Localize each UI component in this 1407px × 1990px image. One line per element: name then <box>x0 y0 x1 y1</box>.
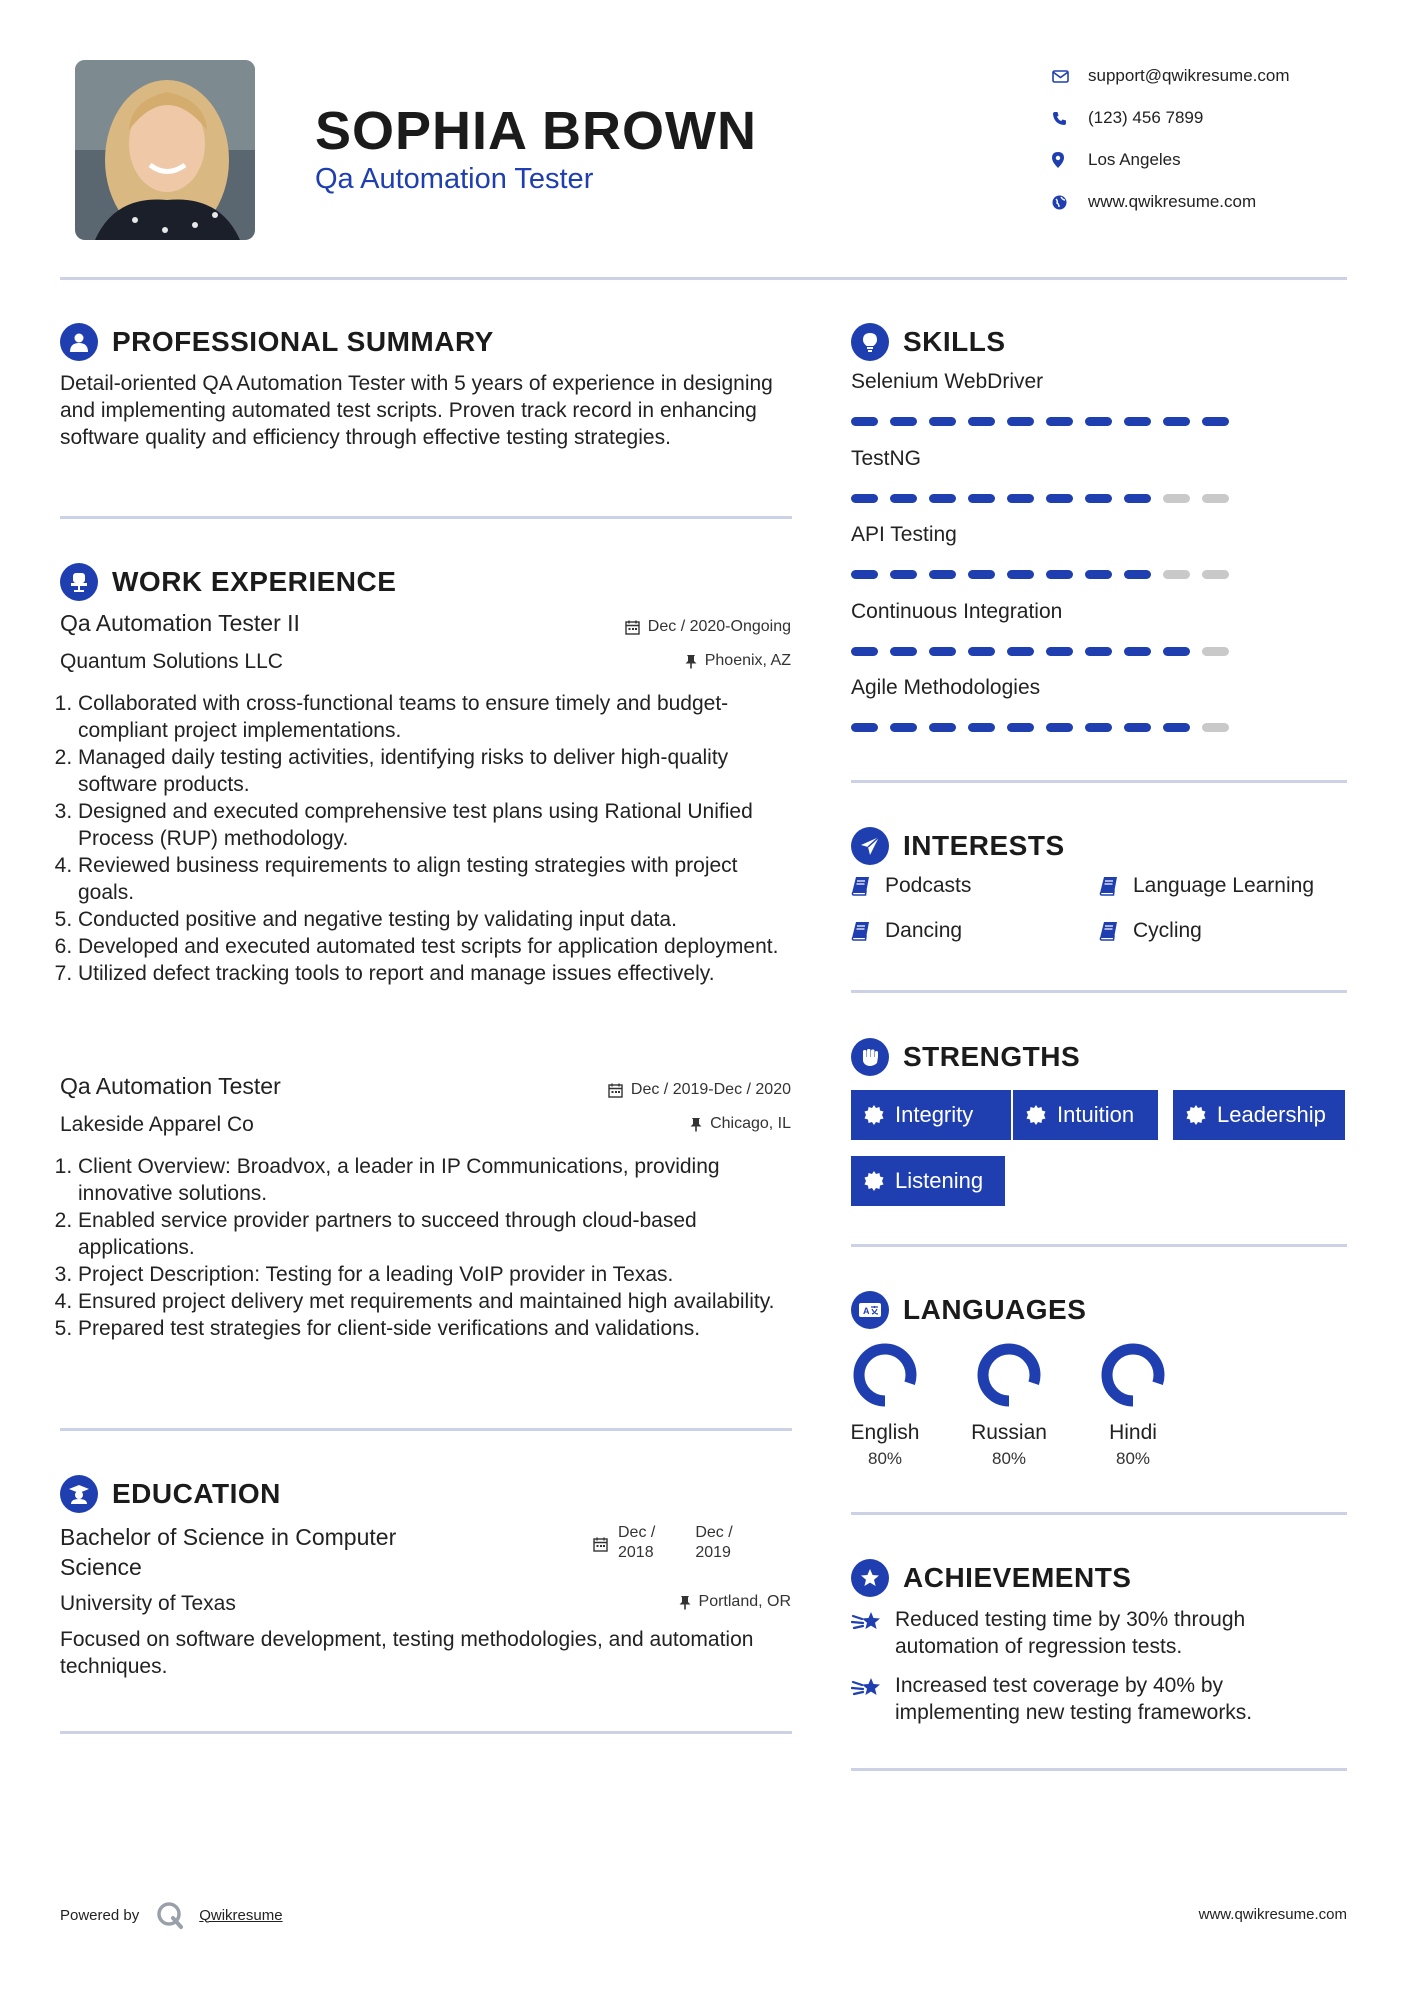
badge-star-icon <box>863 1104 885 1126</box>
strength-label: Listening <box>895 1168 984 1193</box>
education-end-year: 2019 <box>695 1544 731 1561</box>
profile-photo <box>75 60 255 240</box>
education-start-year: 2018 <box>618 1544 654 1561</box>
skill-dot-filled <box>1085 647 1112 656</box>
shooting-star-icon <box>851 1608 883 1634</box>
calendar-icon <box>608 1083 623 1098</box>
skill-dot-filled <box>851 417 878 426</box>
skill-dot-empty <box>1202 494 1229 503</box>
education-location <box>560 1593 791 1611</box>
lightbulb-icon <box>851 323 889 361</box>
skill-dot-filled <box>1007 570 1034 579</box>
achievement-item <box>851 1672 1331 1726</box>
skill-dot-filled <box>1007 723 1034 732</box>
skill-dot-filled <box>929 647 956 656</box>
contact-location <box>1050 139 1290 181</box>
summary-title: PROFESSIONAL SUMMARY <box>112 326 494 357</box>
skill-dot-filled <box>1007 417 1034 426</box>
job-1-company: Quantum Solutions LLC <box>60 650 283 673</box>
achievements-heading <box>851 1559 1131 1597</box>
skill-dot-filled <box>968 494 995 503</box>
list-item: 7. Utilized defect tracking tools to report and manage issues effectively. <box>78 960 795 987</box>
location-pin-icon <box>1050 152 1088 168</box>
language-item <box>845 1340 925 1469</box>
strength-tag <box>851 1090 1011 1140</box>
job-1-position: Qa Automation Tester II <box>60 610 300 636</box>
interest-item <box>851 919 962 943</box>
interest-label: Podcasts <box>885 874 972 897</box>
interest-label: Dancing <box>885 919 963 942</box>
book-icon <box>851 921 871 941</box>
language-percent: 80% <box>867 1449 903 1468</box>
contact-location-text: Los Angeles <box>1088 150 1181 169</box>
language-progress-arc <box>859 1349 911 1401</box>
skill-dot-filled <box>968 723 995 732</box>
skill-dot-filled <box>929 723 956 732</box>
list-item: 2. Managed daily testing activities, identifying risks to deliver high-quality software products. <box>78 744 795 798</box>
job-2-location-text: Chicago, IL <box>710 1115 791 1132</box>
education-degree <box>60 1522 396 1582</box>
contact-list <box>1050 55 1290 223</box>
work-title: WORK EXPERIENCE <box>112 566 397 597</box>
job-2-date <box>540 1081 791 1099</box>
education-heading <box>60 1475 281 1513</box>
language-name: English <box>850 1421 920 1444</box>
skill-dot-filled <box>1085 570 1112 579</box>
summary-divider <box>60 516 792 519</box>
interests-heading <box>851 827 1065 865</box>
skill-dot-filled <box>1163 723 1190 732</box>
globe-icon <box>1050 195 1088 210</box>
skill-level-meter <box>851 417 1241 426</box>
skills-divider <box>851 780 1347 783</box>
contact-email-text: support@qwikresume.com <box>1088 66 1290 85</box>
contact-phone-text: (123) 456 7899 <box>1088 108 1204 127</box>
list-item: 6. Developed and executed automated test scripts for application deployment. <box>78 933 795 960</box>
skills-title: SKILLS <box>903 326 1006 357</box>
list-item: 1. Client Overview: Broadvox, a leader in IP Communications, providing innovative solutions. <box>78 1153 810 1207</box>
education-divider <box>60 1731 792 1734</box>
strengths-divider <box>851 1244 1347 1247</box>
contact-website-text: www.qwikresume.com <box>1088 192 1257 211</box>
skill-dot-filled <box>1163 647 1190 656</box>
list-item: 3. Project Description: Testing for a leading VoIP provider in Texas. <box>78 1261 810 1288</box>
badge-star-icon <box>863 1170 885 1192</box>
achievements-title: ACHIEVEMENTS <box>903 1562 1132 1593</box>
interest-item <box>1099 874 1314 898</box>
skill-dot-filled <box>1202 417 1229 426</box>
strengths-heading <box>851 1038 1080 1076</box>
skill-dot-filled <box>1124 417 1151 426</box>
achievement-line: automation of regression tests. <box>895 1635 1183 1658</box>
skill-dot-empty <box>1202 647 1229 656</box>
strength-tag <box>851 1156 1005 1206</box>
skill-dot-filled <box>890 647 917 656</box>
footer-powered-by <box>60 1900 283 1930</box>
job-2-responsibilities <box>60 1153 810 1342</box>
interest-item <box>851 874 971 898</box>
education-location-text: Portland, OR <box>698 1593 791 1610</box>
book-icon <box>851 876 871 896</box>
summary-heading <box>60 323 494 361</box>
pushpin-icon <box>685 654 697 669</box>
achievement-item <box>851 1606 1331 1660</box>
language-progress-arc <box>983 1349 1035 1401</box>
user-icon <box>60 323 98 361</box>
job-2-date-text: Dec / 2019-Dec / 2020 <box>630 1081 791 1098</box>
skill-dot-filled <box>851 723 878 732</box>
job-1-location <box>560 652 791 670</box>
list-item: 4. Ensured project delivery met requirements and maintained high availability. <box>78 1288 810 1315</box>
candidate-role: Qa Automation Tester <box>315 163 594 195</box>
skill-dot-filled <box>851 647 878 656</box>
skill-dot-filled <box>890 570 917 579</box>
badge-star-icon <box>1025 1104 1047 1126</box>
interests-title: INTERESTS <box>903 830 1065 861</box>
education-degree-line2: Science <box>60 1554 142 1580</box>
language-progress-arc <box>1107 1349 1159 1401</box>
skill-dot-empty <box>1163 570 1190 579</box>
skill-dot-filled <box>1007 647 1034 656</box>
skill-level-meter <box>851 494 1241 503</box>
calendar-icon <box>593 1537 608 1552</box>
footer-url[interactable]: www.qwikresume.com <box>1198 1906 1347 1923</box>
language-progress-ring <box>1098 1340 1168 1410</box>
achievement-line: Increased test coverage by 40% by <box>895 1674 1224 1697</box>
skill-label: Selenium WebDriver <box>851 370 1044 393</box>
skill-dot-filled <box>968 647 995 656</box>
job-2-position: Qa Automation Tester <box>60 1073 281 1099</box>
languages-divider <box>851 1512 1347 1515</box>
fist-icon <box>851 1038 889 1076</box>
skill-label: API Testing <box>851 523 957 546</box>
skill-dot-empty <box>1163 494 1190 503</box>
skill-dot-filled <box>1124 494 1151 503</box>
contact-phone[interactable] <box>1050 97 1290 139</box>
skill-dot-empty <box>1202 570 1229 579</box>
skill-dot-filled <box>890 417 917 426</box>
education-title: EDUCATION <box>112 1478 281 1509</box>
list-item: 5. Conducted positive and negative testing by validating input data. <box>78 906 795 933</box>
work-heading <box>60 563 396 601</box>
language-progress-ring <box>974 1340 1044 1410</box>
skill-level-meter <box>851 723 1241 732</box>
graduate-icon <box>60 1475 98 1513</box>
language-percent: 80% <box>1115 1449 1151 1468</box>
interest-label: Cycling <box>1133 919 1202 942</box>
languages-title: LANGUAGES <box>903 1294 1087 1325</box>
badge-star-icon <box>1185 1104 1207 1126</box>
skill-dot-filled <box>1046 647 1073 656</box>
language-card-icon <box>851 1291 889 1329</box>
contact-website[interactable] <box>1050 181 1290 223</box>
contact-email[interactable] <box>1050 55 1290 97</box>
language-percent: 80% <box>991 1449 1027 1468</box>
skill-dot-filled <box>1124 570 1151 579</box>
list-item: 3. Designed and executed comprehensive test plans using Rational Unified Process (RUP) methodology. <box>78 798 795 852</box>
phone-icon <box>1050 111 1088 126</box>
skill-dot-filled <box>851 494 878 503</box>
skill-dot-filled <box>1046 570 1073 579</box>
skill-dot-filled <box>1046 494 1073 503</box>
skill-dot-filled <box>1163 417 1190 426</box>
strengths-title: STRENGTHS <box>903 1041 1081 1072</box>
language-progress-ring <box>850 1340 920 1410</box>
strength-label: Intuition <box>1057 1102 1135 1127</box>
education-degree-line1: Bachelor of Science in Computer <box>60 1524 397 1550</box>
skill-dot-filled <box>968 570 995 579</box>
education-school: University of Texas <box>60 1592 236 1615</box>
award-star-icon <box>851 1559 889 1597</box>
interests-divider <box>851 990 1347 993</box>
footer-brand-link[interactable]: Qwikresume <box>199 1906 283 1924</box>
job-1-responsibilities <box>60 690 795 987</box>
list-item: 2. Enabled service provider partners to succeed through cloud-based applications. <box>78 1207 810 1261</box>
job-2-location <box>560 1115 791 1133</box>
skill-dot-filled <box>1085 417 1112 426</box>
interest-item <box>1099 919 1202 943</box>
skill-label: Continuous Integration <box>851 599 1063 623</box>
briefcase-chair-icon <box>60 563 98 601</box>
footer-powered-label: Powered by <box>60 1906 140 1924</box>
education-dates <box>593 1523 733 1563</box>
language-name: Russian <box>971 1421 1047 1444</box>
language-name: Hindi <box>1109 1421 1157 1444</box>
skill-dot-filled <box>1046 723 1073 732</box>
skill-dot-filled <box>1007 494 1034 503</box>
achievements-divider <box>851 1768 1347 1771</box>
skill-dot-filled <box>1124 647 1151 656</box>
book-icon <box>1099 921 1119 941</box>
summary-text: Detail-oriented QA Automation Tester with 5 years of experience in designing and implementing automated test scripts. Proven track record in enhancing software quality and efficiency through effective testing strategies. <box>60 372 773 449</box>
work-divider <box>60 1428 792 1431</box>
language-item <box>969 1340 1049 1469</box>
job-1-location-text: Phoenix, AZ <box>704 652 791 669</box>
list-item: 4. Reviewed business requirements to align testing strategies with project goals. <box>78 852 795 906</box>
skill-level-meter <box>851 570 1241 579</box>
strength-label: Leadership <box>1217 1102 1326 1127</box>
skill-dot-filled <box>1085 494 1112 503</box>
envelope-icon <box>1050 70 1088 83</box>
strength-tag <box>1173 1090 1345 1140</box>
skill-dot-filled <box>968 417 995 426</box>
skill-dot-filled <box>890 494 917 503</box>
skill-dot-filled <box>929 417 956 426</box>
skills-heading <box>851 323 1006 361</box>
achievement-line: Reduced testing time by 30% through <box>895 1608 1246 1631</box>
education-start-month: Dec / <box>618 1524 656 1541</box>
paper-plane-icon <box>851 827 889 865</box>
achievement-line: implementing new testing frameworks. <box>895 1701 1253 1724</box>
job-2-company: Lakeside Apparel Co <box>60 1113 254 1136</box>
skill-dot-filled <box>929 494 956 503</box>
skill-dot-filled <box>929 570 956 579</box>
job-1-date <box>560 618 791 636</box>
strength-tag <box>1013 1090 1158 1140</box>
job-1-date-text: Dec / 2020-Ongoing <box>647 618 791 635</box>
book-icon <box>1099 876 1119 896</box>
skill-dot-empty <box>1202 723 1229 732</box>
languages-heading <box>851 1291 1086 1329</box>
candidate-name: SOPHIA BROWN <box>315 101 757 161</box>
qwikresume-logo-icon <box>155 1900 185 1930</box>
skill-dot-filled <box>1124 723 1151 732</box>
skill-dot-filled <box>1085 723 1112 732</box>
skill-dot-filled <box>851 570 878 579</box>
calendar-icon <box>625 620 640 635</box>
interest-label: Language Learning <box>1133 874 1315 897</box>
shooting-star-icon <box>851 1674 883 1700</box>
pushpin-icon <box>690 1117 702 1132</box>
skill-level-meter <box>851 647 1241 656</box>
pushpin-icon <box>679 1595 691 1610</box>
svg-text:A: A <box>863 1306 870 1316</box>
education-end-month: Dec / <box>695 1524 733 1541</box>
list-item: 1. Collaborated with cross-functional teams to ensure timely and budget-compliant project implementations. <box>78 690 795 744</box>
list-item: 5. Prepared test strategies for client-side verifications and validations. <box>78 1315 810 1342</box>
skill-dot-filled <box>1046 417 1073 426</box>
skill-label: TestNG <box>851 446 922 470</box>
strength-label: Integrity <box>895 1102 974 1127</box>
skill-dot-filled <box>890 723 917 732</box>
education-text: Focused on software development, testing methodologies, and automation techniques. <box>60 1628 754 1678</box>
header-divider <box>60 277 1347 280</box>
language-item <box>1093 1340 1173 1469</box>
skill-label: Agile Methodologies <box>851 676 1041 699</box>
